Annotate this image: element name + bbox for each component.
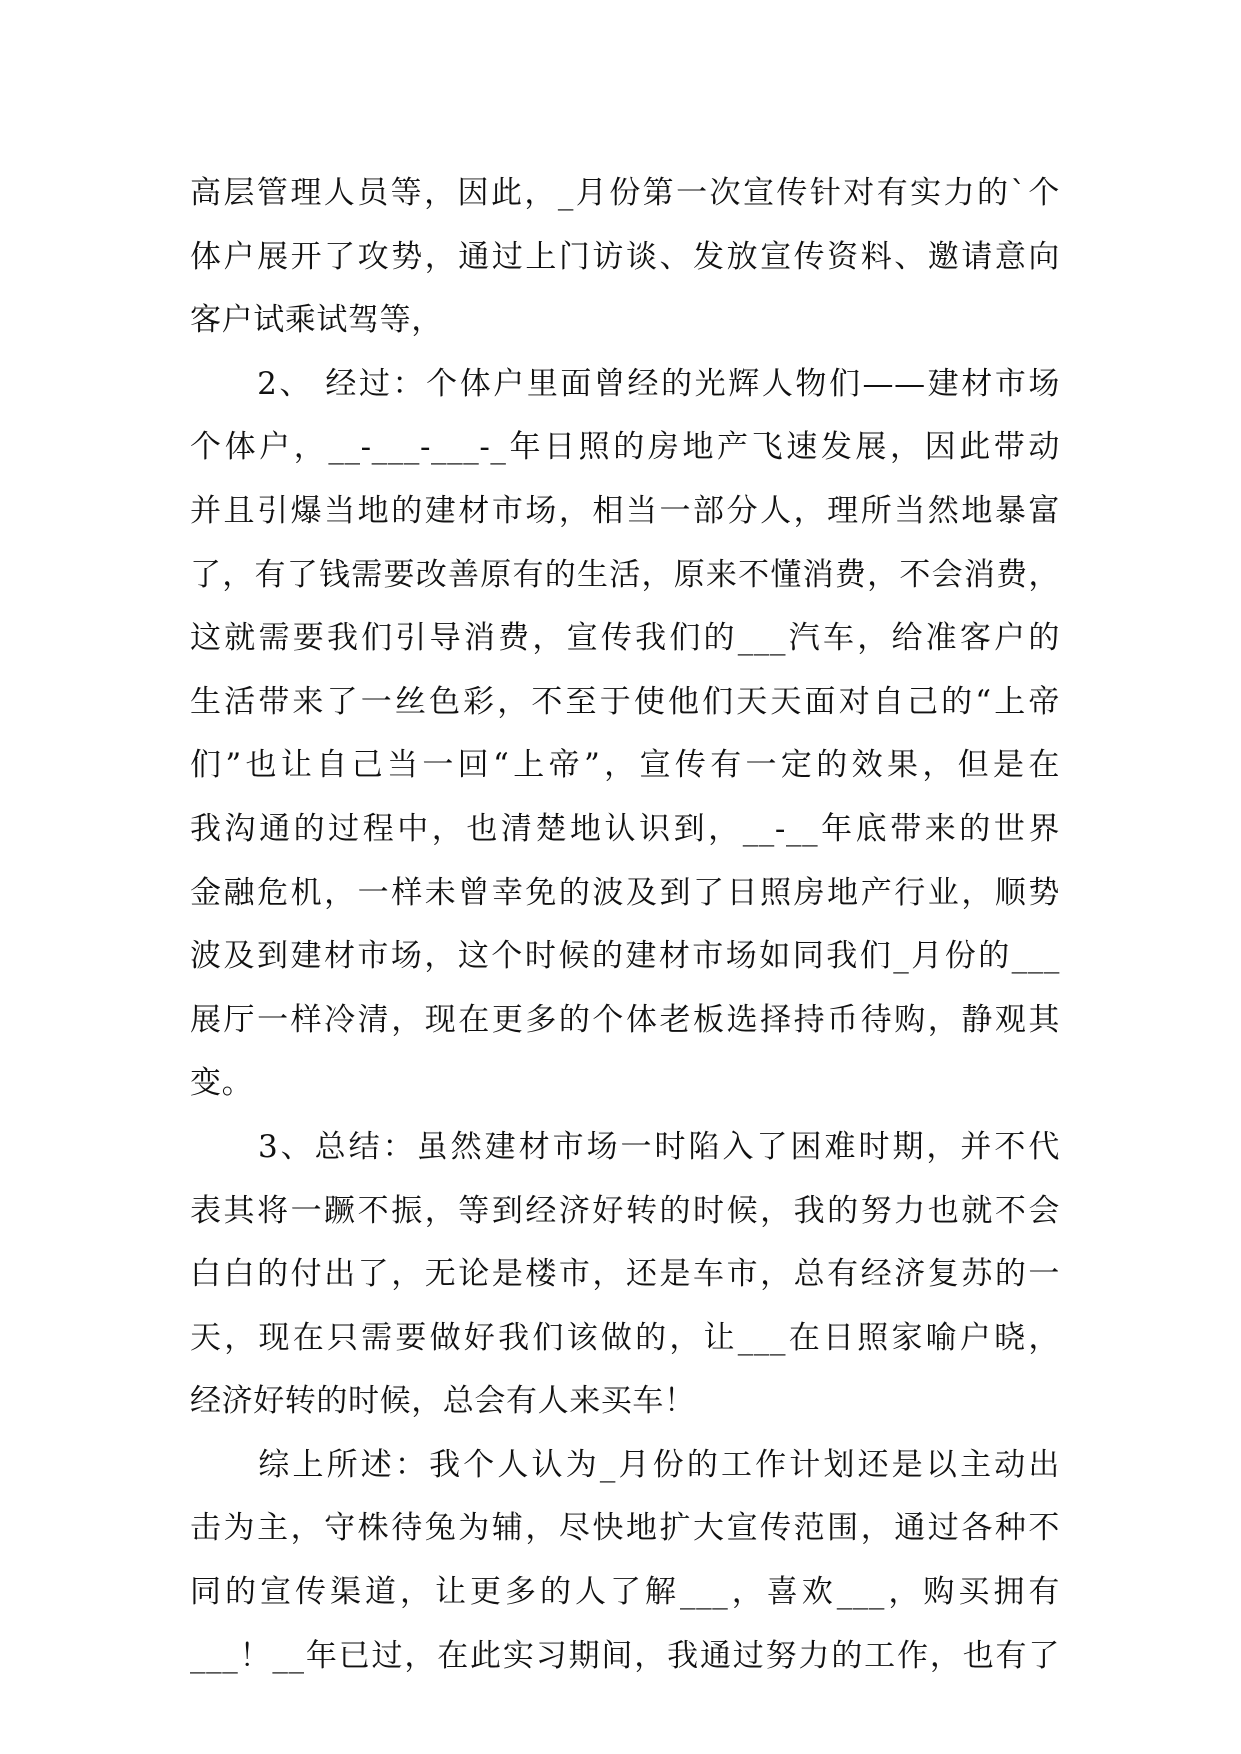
text-line: 综上所述：我个人认为_月份的工作计划还是以主动出 bbox=[190, 1446, 1060, 1483]
text-line: 客户试乘试驾等， bbox=[190, 302, 443, 339]
text-line: 们”也让自己当一回“上帝”，宣传有一定的效果，但是在 bbox=[190, 747, 1060, 784]
text-line: 变。 bbox=[190, 1065, 254, 1102]
text-line: ___！__年已过，在此实习期间，我通过努力的工作，也有了 bbox=[190, 1637, 1060, 1674]
text-line: 击为主，守株待兔为辅，尽快地扩大宣传范围，通过各种不 bbox=[190, 1510, 1060, 1547]
text-line: 金融危机，一样未曾幸免的波及到了日照房地产行业，顺势 bbox=[190, 874, 1060, 911]
text-line: 表其将一蹶不振，等到经济好转的时候，我的努力也就不会 bbox=[190, 1192, 1060, 1229]
text-line: 白白的付出了，无论是楼市，还是车市，总有经济复苏的一 bbox=[190, 1256, 1060, 1293]
text-line: 经济好转的时候，总会有人来买车！ bbox=[190, 1383, 696, 1420]
text-line: 这就需要我们引导消费，宣传我们的___汽车，给准客户的 bbox=[190, 620, 1060, 657]
text-line: 我沟通的过程中，也清楚地认识到，__-__年底带来的世界 bbox=[190, 810, 1060, 847]
text-line: 波及到建材市场，这个时候的建材市场如同我们_月份的___ bbox=[190, 938, 1060, 975]
text-line: 体户展开了攻势，通过上门访谈、发放宣传资料、邀请意向 bbox=[190, 238, 1060, 275]
text-line: 展厅一样冷清，现在更多的个体老板选择持币待购，静观其 bbox=[190, 1001, 1060, 1038]
text-line: 并且引爆当地的建材市场，相当一部分人，理所当然地暴富 bbox=[190, 492, 1060, 529]
text-line: 个体户，__-___-___-_年日照的房地产飞速发展，因此带动 bbox=[190, 429, 1060, 466]
text-line: 高层管理人员等，因此，_月份第一次宣传针对有实力的`个 bbox=[190, 175, 1060, 211]
text-line: 同的宣传渠道，让更多的人了解___，喜欢___，购买拥有 bbox=[190, 1574, 1060, 1611]
text-line: 3、总结：虽然建材市场一时陷入了困难时期，并不代 bbox=[190, 1128, 1060, 1165]
text-line: 了，有了钱需要改善原有的生活，原来不懂消费，不会消费， bbox=[190, 556, 1060, 593]
body-text bbox=[190, 162, 1060, 1688]
text-line: 2、 经过：个体户里面曾经的光辉人物们——建材市场 bbox=[190, 365, 1060, 402]
text-line: 生活带来了一丝色彩，不至于使他们天天面对自己的“上帝 bbox=[190, 683, 1060, 720]
text-line: 天，现在只需要做好我们该做的，让___在日照家喻户晓， bbox=[190, 1319, 1060, 1356]
